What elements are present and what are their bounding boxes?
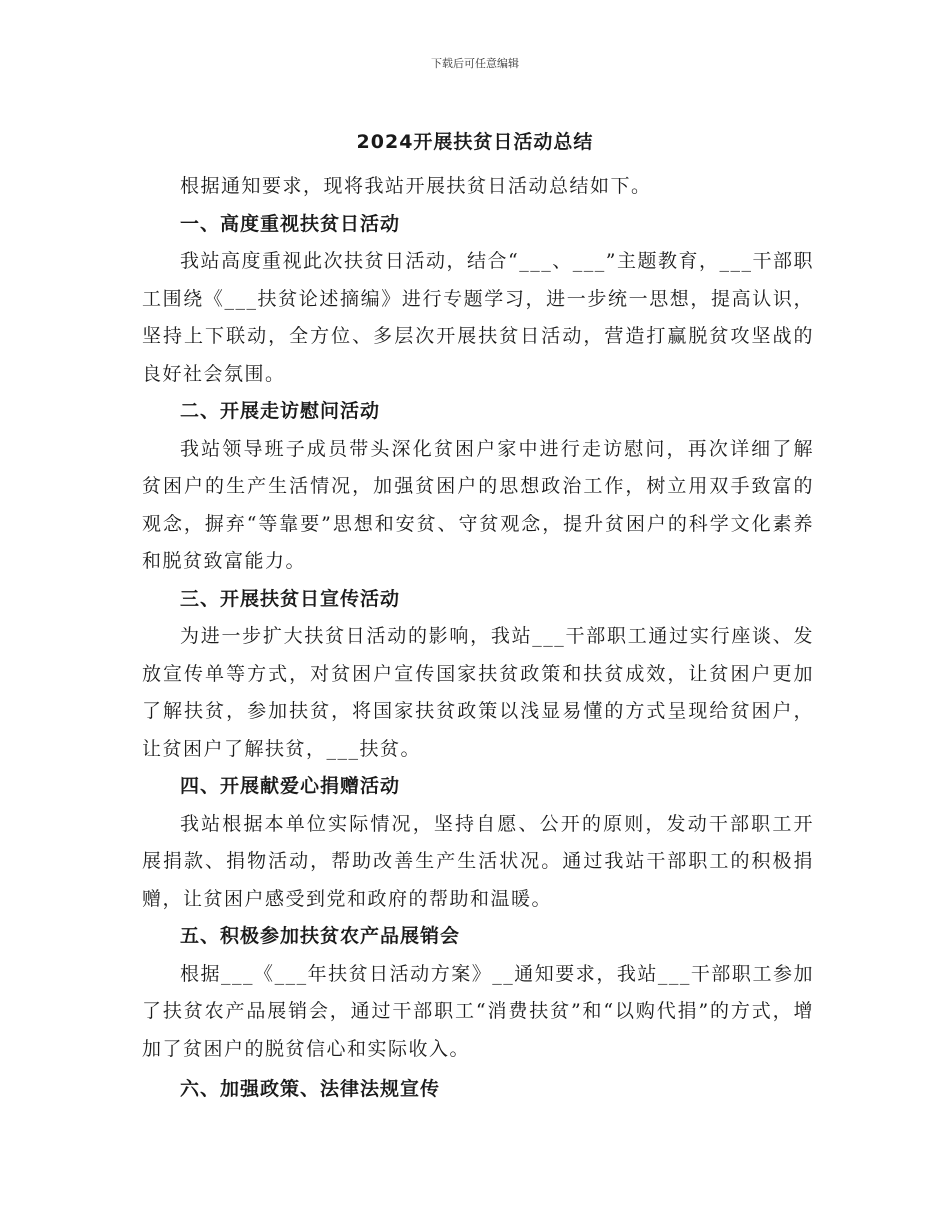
section-paragraph-2: 我站领导班子成员带头深化贫困户家中进行走访慰问，再次详细了解贫困户的生产生活情况，加强贫困户的思想政治工作，树立用双手致富的观念，摒弃“等靠要”思想和安贫、守贫观念，提升贫困户的科学文化素养和脱贫致富能力。: [142, 437, 814, 572]
section-heading-4: 四、开展献爱心捐赠活动: [180, 775, 401, 797]
section-heading-2: 二、开展走访慰问活动: [180, 400, 381, 422]
section-heading-6: 六、加强政策、法律法规宣传: [180, 1078, 441, 1100]
section-paragraph-3: 为进一步扩大扶贫日活动的影响，我站___干部职工通过实行座谈、发放宣传单等方式，对贫困户宣传国家扶贫政策和扶贫成效，让贫困户更加了解扶贫，参加扶贫，将国家扶贫政策以浅显易懂的方式呈现给贫困户，让贫困户了解扶贫，___扶贫。: [142, 625, 814, 760]
header-note: 下载后可任意编辑: [431, 57, 519, 70]
document-body: [142, 168, 814, 1109]
section-paragraph-5: 根据___《___年扶贫日活动方案》__通知要求，我站___干部职工参加了扶贫农产品展销会，通过干部职工“消费扶贫”和“以购代捐”的方式，增加了贫困户的脱贫信心和实际收入。: [142, 962, 814, 1060]
section-heading-3: 三、开展扶贫日宣传活动: [180, 587, 401, 610]
section-heading-1: 一、高度重视扶贫日活动: [180, 212, 401, 235]
document-title: 2024开展扶贫日活动总结: [356, 131, 594, 153]
section-paragraph-4: 我站根据本单位实际情况，坚持自愿、公开的原则，发动干部职工开展捐款、捐物活动，帮助改善生产生活状况。通过我站干部职工的积极捐赠，让贫困户感受到党和政府的帮助和温暖。: [142, 812, 814, 910]
section-paragraph-1: 我站高度重视此次扶贫日活动，结合“___、___”主题教育，___干部职工围绕《___扶贫论述摘编》进行专题学习，进一步统一思想，提高认识，坚持上下联动，全方位、多层次开展扶贫日活动，营造打赢脱贫攻坚战的良好社会氛围。: [142, 250, 814, 385]
section-heading-5: 五、积极参加扶贫农产品展销会: [180, 925, 461, 947]
intro-paragraph: 根据通知要求，现将我站开展扶贫日活动总结如下。: [180, 175, 652, 197]
